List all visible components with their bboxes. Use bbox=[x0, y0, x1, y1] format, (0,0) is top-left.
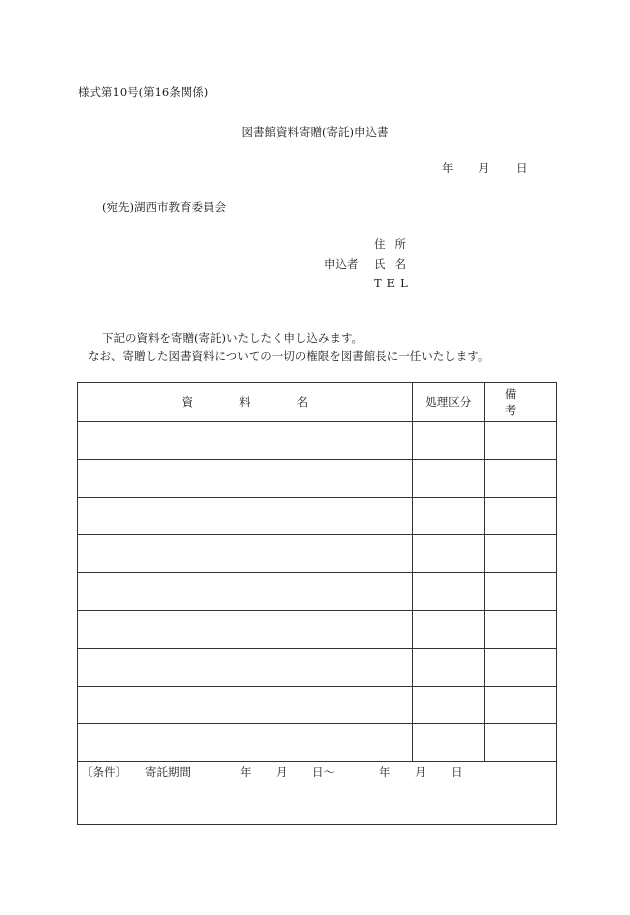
date-year: 年 bbox=[442, 161, 454, 175]
processing-category-cell[interactable] bbox=[412, 422, 484, 460]
table-row bbox=[78, 573, 557, 611]
statement-line-1: 下記の資料を寄贈(寄託)いたしたく申し込みます。 bbox=[102, 331, 364, 345]
table-row bbox=[78, 535, 557, 573]
address-label: 住所 bbox=[374, 237, 415, 251]
deposit-period-label: 寄託期間 bbox=[145, 765, 191, 779]
from-month: 月 bbox=[276, 765, 288, 779]
material-name-cell[interactable] bbox=[78, 497, 413, 535]
date-month: 月 bbox=[478, 161, 490, 175]
material-name-cell[interactable] bbox=[78, 422, 413, 460]
processing-category-cell[interactable] bbox=[412, 573, 484, 611]
remarks-cell[interactable] bbox=[484, 497, 556, 535]
address-row bbox=[324, 235, 415, 255]
tel-row bbox=[324, 274, 415, 294]
remarks-cell[interactable] bbox=[484, 724, 556, 762]
remarks-cell[interactable] bbox=[484, 573, 556, 611]
material-name-cell[interactable] bbox=[78, 573, 413, 611]
addressee: (宛先)湖西市教育委員会 bbox=[102, 200, 226, 214]
from-year: 年 bbox=[240, 765, 252, 779]
table-row bbox=[78, 648, 557, 686]
material-table bbox=[77, 382, 557, 762]
table-row bbox=[78, 497, 557, 535]
table-row bbox=[78, 724, 557, 762]
processing-category-cell[interactable] bbox=[412, 724, 484, 762]
from-day: 日〜 bbox=[312, 765, 335, 779]
conditions-line bbox=[81, 764, 463, 780]
to-month: 月 bbox=[415, 765, 427, 779]
remarks-cell[interactable] bbox=[484, 422, 556, 460]
conditions-label: 〔条件〕 bbox=[81, 765, 127, 779]
processing-category-cell[interactable] bbox=[412, 535, 484, 573]
tel-label: TEL bbox=[374, 276, 413, 290]
header-material-name: 資料名 bbox=[78, 383, 413, 422]
material-name-cell[interactable] bbox=[78, 686, 413, 724]
name-row bbox=[324, 255, 415, 275]
table-row bbox=[78, 610, 557, 648]
header-remarks: 備考 bbox=[484, 383, 556, 422]
form-number: 様式第10号(第16条関係) bbox=[78, 85, 209, 99]
material-name-cell[interactable] bbox=[78, 724, 413, 762]
remarks-cell[interactable] bbox=[484, 535, 556, 573]
material-name-cell[interactable] bbox=[78, 459, 413, 497]
to-year: 年 bbox=[379, 765, 391, 779]
name-label: 氏名 bbox=[374, 256, 415, 271]
document-title: 図書館資料寄贈(寄託)申込書 bbox=[241, 125, 389, 139]
material-name-cell[interactable] bbox=[78, 648, 413, 686]
table-header-row bbox=[78, 383, 557, 422]
remarks-cell[interactable] bbox=[484, 648, 556, 686]
date-line bbox=[442, 160, 528, 176]
remarks-cell[interactable] bbox=[484, 610, 556, 648]
remarks-cell[interactable] bbox=[484, 686, 556, 724]
processing-category-cell[interactable] bbox=[412, 686, 484, 724]
conditions-box bbox=[77, 761, 557, 825]
applicant-block bbox=[324, 235, 415, 294]
processing-category-cell[interactable] bbox=[412, 610, 484, 648]
processing-category-cell[interactable] bbox=[412, 459, 484, 497]
applicant-label: 申込者 bbox=[324, 256, 359, 271]
table-row bbox=[78, 422, 557, 460]
material-name-cell[interactable] bbox=[78, 610, 413, 648]
remarks-cell[interactable] bbox=[484, 459, 556, 497]
table-row bbox=[78, 459, 557, 497]
table-row bbox=[78, 686, 557, 724]
processing-category-cell[interactable] bbox=[412, 497, 484, 535]
material-name-cell[interactable] bbox=[78, 535, 413, 573]
processing-category-cell[interactable] bbox=[412, 648, 484, 686]
header-processing-category: 処理区分 bbox=[412, 383, 484, 422]
to-day: 日 bbox=[451, 765, 463, 779]
statement-line-2: なお、寄贈した図書資料についての一切の権限を図書館長に一任いたします。 bbox=[88, 349, 490, 363]
date-day: 日 bbox=[516, 161, 528, 175]
